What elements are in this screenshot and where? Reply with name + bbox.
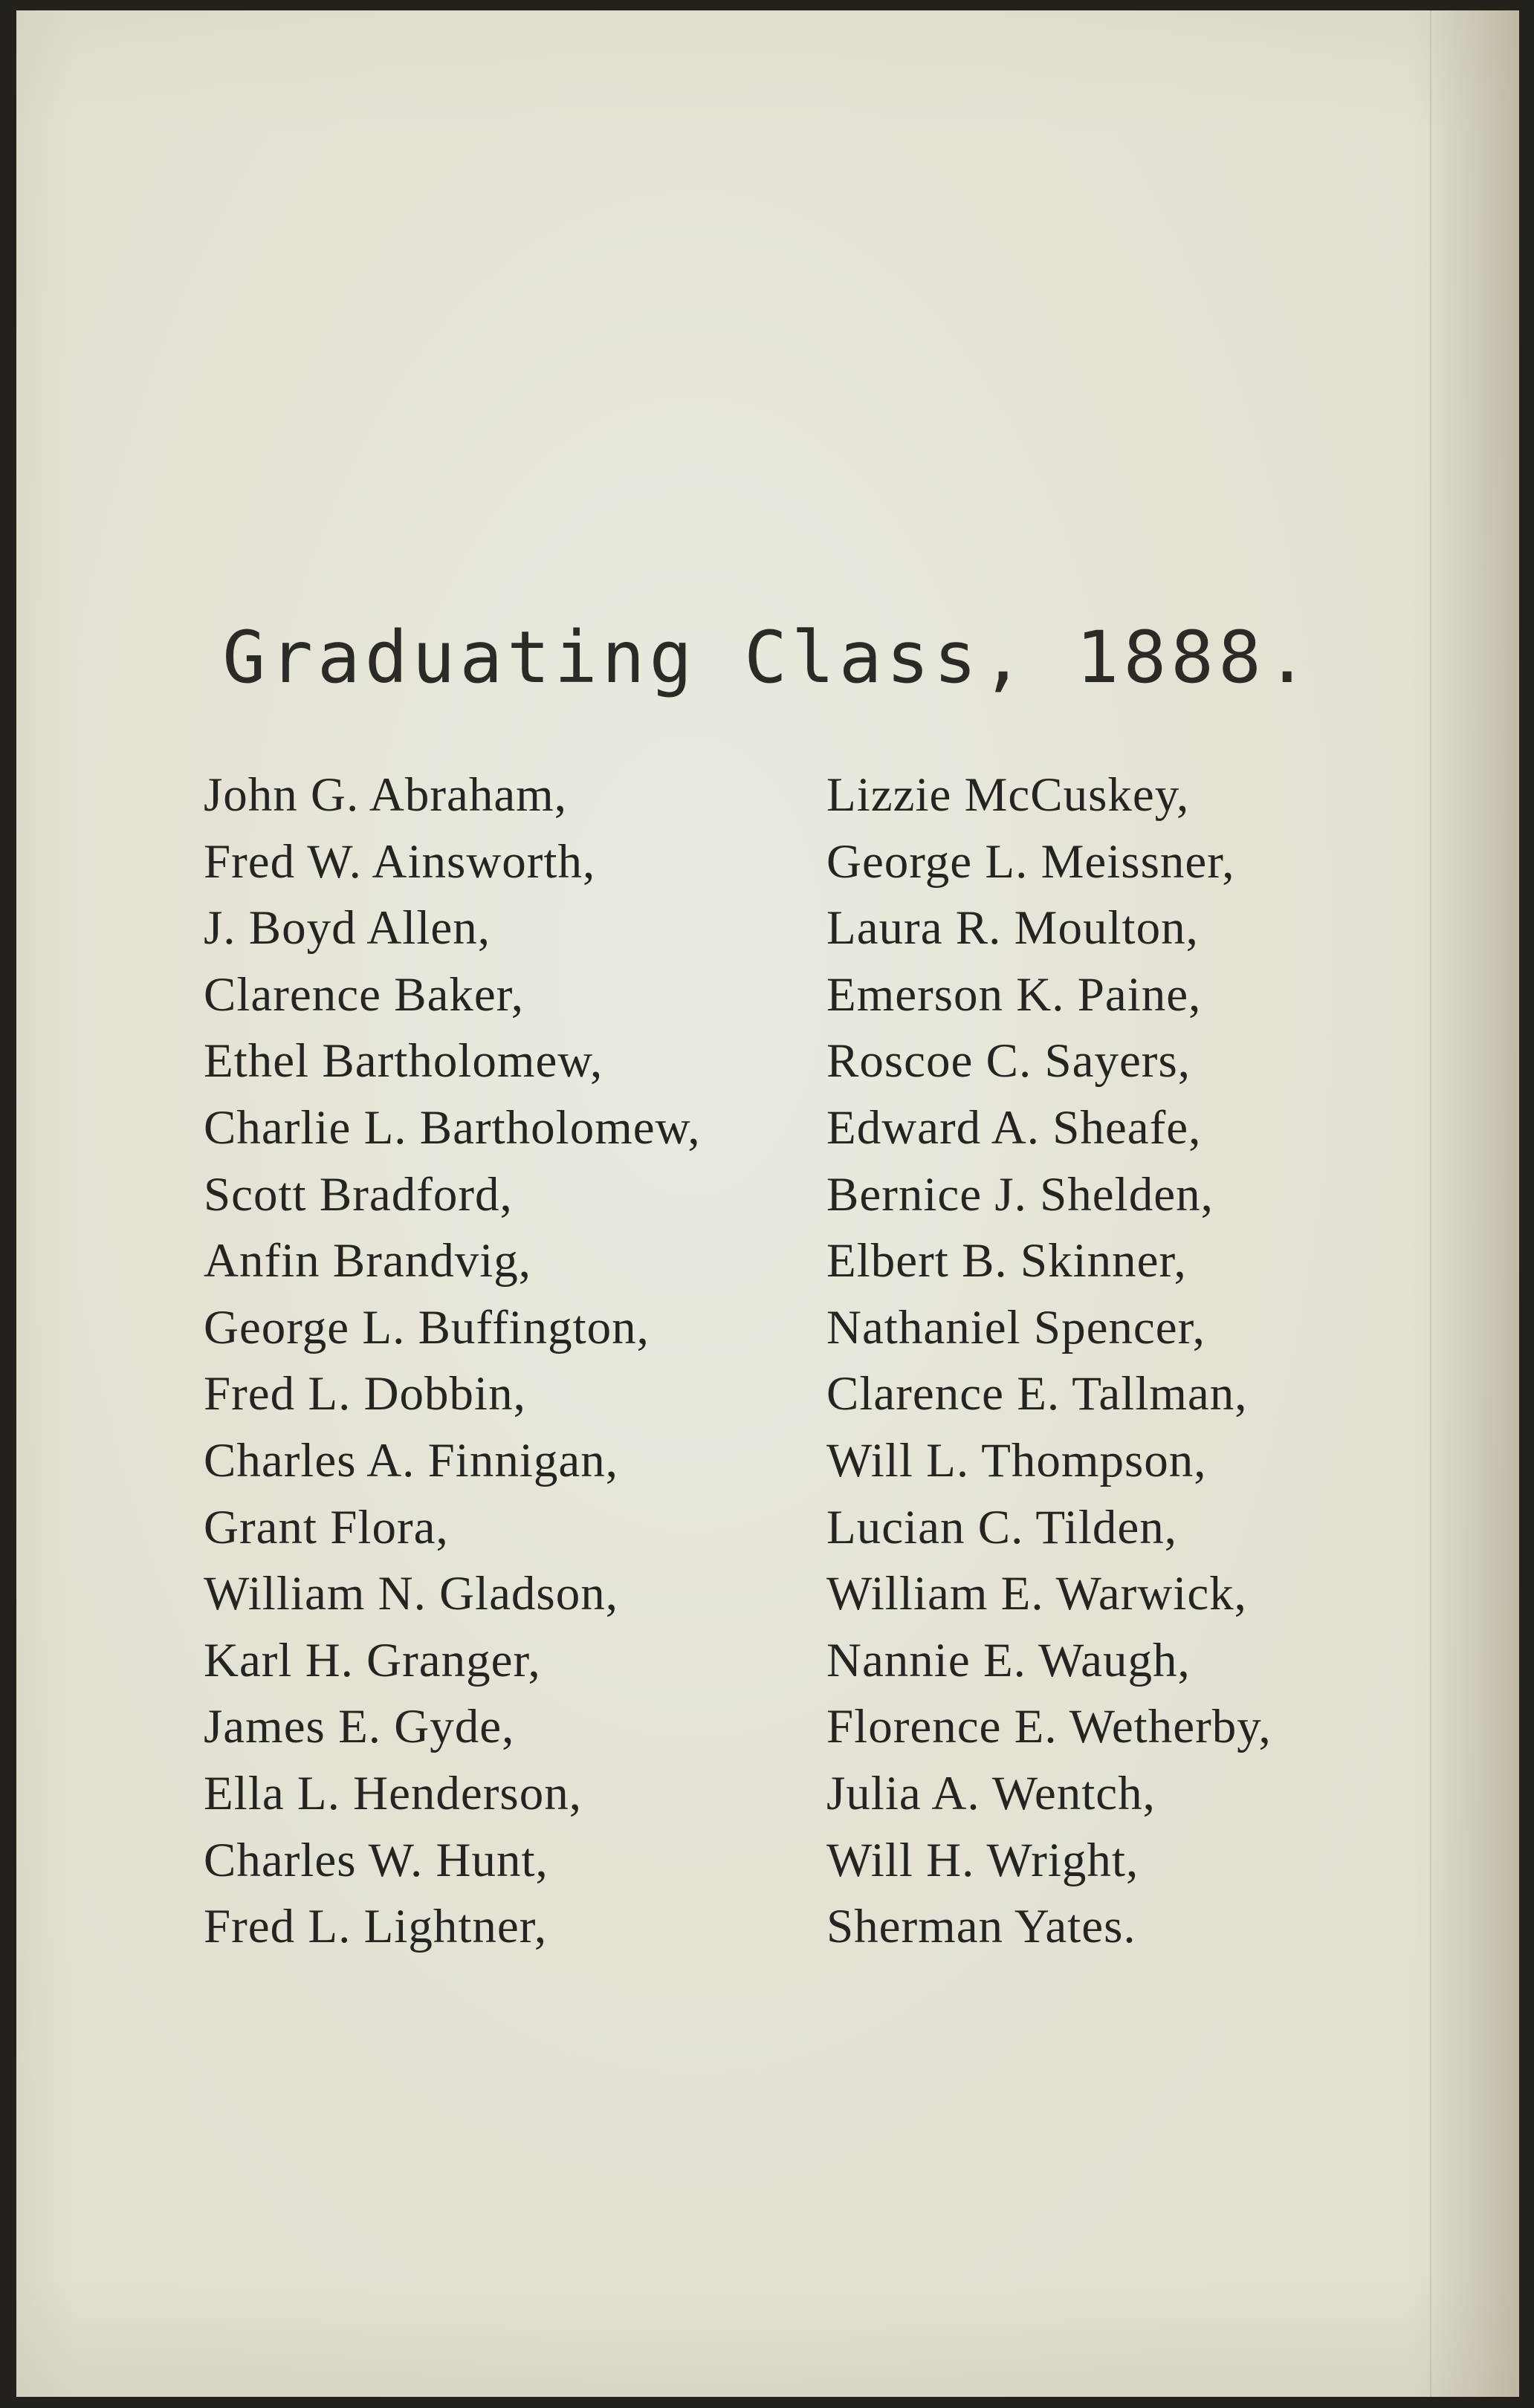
graduate-name: Nathaniel Spencer,: [826, 1300, 1205, 1354]
graduate-name: Fred L. Dobbin,: [204, 1367, 526, 1421]
graduate-name: Clarence Baker,: [204, 967, 525, 1022]
names-right-column: [826, 762, 1272, 1961]
graduate-name: Anfin Brandvig,: [204, 1234, 532, 1288]
graduate-name: Laura R. Moulton,: [826, 901, 1199, 955]
paper-page: [16, 10, 1519, 2397]
graduate-name: Emerson K. Paine,: [826, 967, 1202, 1022]
graduate-name: Sherman Yates.: [826, 1900, 1136, 1954]
graduate-name: Ella L. Henderson,: [204, 1766, 582, 1820]
graduate-name: Charles A. Finnigan,: [204, 1433, 619, 1487]
graduate-name: George L. Buffington,: [204, 1300, 650, 1354]
graduate-name: Edward A. Sheafe,: [826, 1100, 1202, 1155]
graduate-name: Will H. Wright,: [826, 1833, 1139, 1887]
graduate-name: James E. Gyde,: [204, 1700, 515, 1754]
page-title: Graduating Class, 1888.: [222, 616, 1313, 699]
graduate-name: Elbert B. Skinner,: [826, 1234, 1187, 1288]
graduate-name: Charlie L. Bartholomew,: [204, 1100, 701, 1155]
graduate-name: Lucian C. Tilden,: [826, 1500, 1178, 1554]
graduate-name: J. Boyd Allen,: [204, 901, 491, 955]
graduate-name: Scott Bradford,: [204, 1167, 513, 1221]
graduate-name: Charles W. Hunt,: [204, 1833, 548, 1887]
graduate-name: Bernice J. Shelden,: [826, 1167, 1214, 1221]
graduate-name: Lizzie McCuskey,: [826, 768, 1190, 822]
graduate-name: Fred W. Ainsworth,: [204, 834, 596, 889]
graduate-name: Florence E. Wetherby,: [826, 1700, 1272, 1754]
page-fold-line: [1430, 10, 1431, 2397]
page-edge-shadow: [1408, 10, 1519, 2397]
graduate-name: Clarence E. Tallman,: [826, 1367, 1248, 1421]
names-left-column: [204, 762, 701, 1961]
graduate-name: Karl H. Granger,: [204, 1633, 541, 1687]
graduate-name: John G. Abraham,: [204, 768, 567, 822]
graduate-name: William N. Gladson,: [204, 1567, 618, 1621]
graduate-name: William E. Warwick,: [826, 1567, 1247, 1621]
graduate-name: Fred L. Lightner,: [204, 1900, 548, 1954]
graduate-name: Roscoe C. Sayers,: [826, 1034, 1191, 1088]
graduate-name: Julia A. Wentch,: [826, 1766, 1156, 1820]
graduate-name: Grant Flora,: [204, 1500, 449, 1554]
graduate-name: Ethel Bartholomew,: [204, 1034, 603, 1088]
graduate-name: Will L. Thompson,: [826, 1433, 1207, 1487]
graduate-name: Nannie E. Waugh,: [826, 1633, 1191, 1687]
graduate-name: George L. Meissner,: [826, 834, 1235, 889]
